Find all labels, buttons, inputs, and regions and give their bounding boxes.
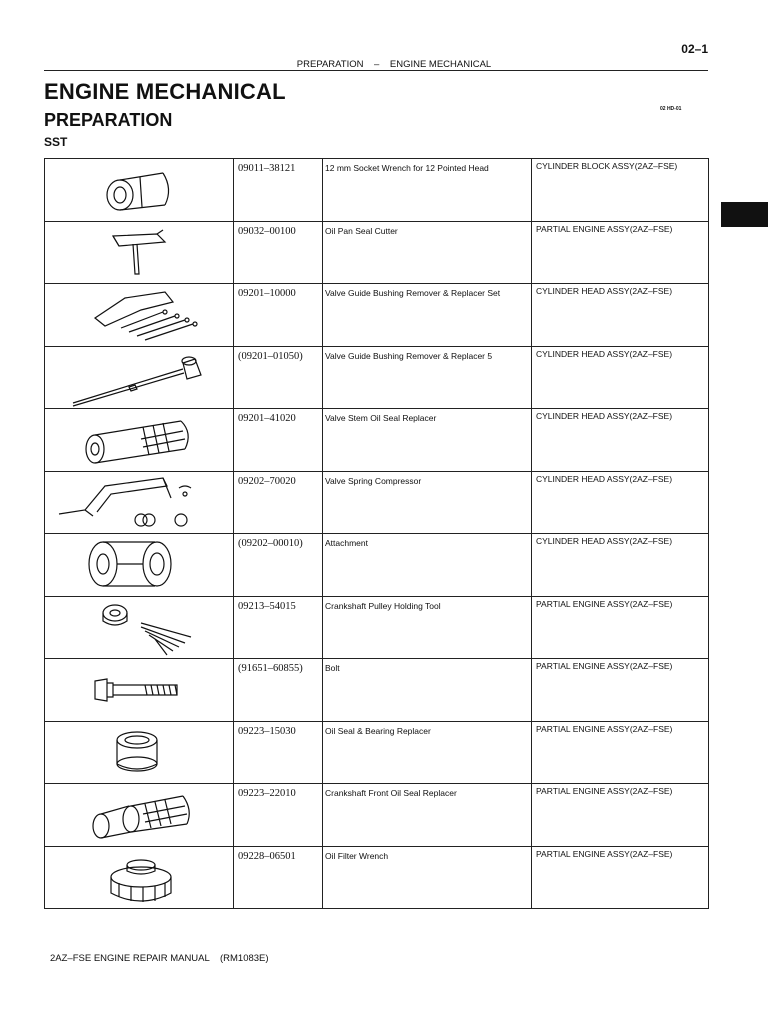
part-number: 09201–41020 xyxy=(238,413,296,424)
pulley-holding-tool-icon xyxy=(45,597,233,658)
tool-name: Valve Guide Bushing Remover & Replacer Set xyxy=(325,288,501,298)
part-number: 09202–70020 xyxy=(238,475,296,487)
tool-image-cell xyxy=(45,659,234,722)
used-for: CYLINDER HEAD ASSY(2AZ–FSE) xyxy=(536,286,673,296)
tool-image-cell xyxy=(45,346,234,409)
table-row xyxy=(45,721,709,784)
used-for: CYLINDER HEAD ASSY(2AZ–FSE) xyxy=(536,411,673,421)
tool-name: Crankshaft Pulley Holding Tool xyxy=(325,600,441,611)
tool-name-cell xyxy=(323,659,532,722)
used-for-cell xyxy=(532,159,709,222)
sst-table xyxy=(44,158,709,909)
tool-name: Oil Pan Seal Cutter xyxy=(325,225,398,236)
tool-image-cell xyxy=(45,409,234,472)
tool-name-cell xyxy=(323,534,532,597)
tool-name: Oil Seal & Bearing Replacer xyxy=(325,725,431,736)
part-number-cell xyxy=(234,284,323,347)
tool-name-cell xyxy=(323,471,532,534)
page-title: ENGINE MECHANICAL xyxy=(44,79,286,104)
document-id: 02 HD-01 xyxy=(660,106,682,112)
tool-name: Valve Guide Bushing Remover & Replacer 5 xyxy=(325,350,493,361)
tool-name: Valve Stem Oil Seal Replacer xyxy=(325,413,437,423)
table-row xyxy=(45,534,709,597)
table-row xyxy=(45,409,709,472)
used-for-cell xyxy=(532,534,709,597)
tool-name-cell xyxy=(323,221,532,284)
front-seal-replacer-icon xyxy=(45,784,233,845)
used-for: PARTIAL ENGINE ASSY(2AZ–FSE) xyxy=(536,786,673,796)
bushing-remover-icon xyxy=(45,347,233,408)
used-for: CYLINDER BLOCK ASSY(2AZ–FSE) xyxy=(536,161,678,171)
part-number: 09223–15030 xyxy=(238,725,296,737)
page-footer: 2AZ–FSE ENGINE REPAIR MANUAL (RM1083E) xyxy=(50,953,269,964)
part-number: 09213–54015 xyxy=(238,600,296,612)
part-number-cell xyxy=(234,346,323,409)
tool-image-cell xyxy=(45,221,234,284)
tool-name: Valve Spring Compressor xyxy=(325,475,422,486)
used-for: CYLINDER HEAD ASSY(2AZ–FSE) xyxy=(536,473,673,484)
tool-name: Attachment xyxy=(325,538,368,548)
table-row xyxy=(45,784,709,847)
section-heading: SST xyxy=(44,135,68,149)
tool-name: Crankshaft Front Oil Seal Replacer xyxy=(325,788,457,798)
part-number-cell xyxy=(234,721,323,784)
used-for: PARTIAL ENGINE ASSY(2AZ–FSE) xyxy=(536,223,673,234)
tool-name-cell xyxy=(323,409,532,472)
part-number: (09201–01050) xyxy=(238,350,303,362)
tool-image-cell xyxy=(45,596,234,659)
page-number: 02–1 xyxy=(681,42,708,56)
table-row xyxy=(45,284,709,347)
part-number: 09032–00100 xyxy=(238,225,296,237)
running-header: PREPARATION – ENGINE MECHANICAL xyxy=(296,59,492,70)
section-tab-marker xyxy=(721,202,768,227)
bearing-replacer-icon xyxy=(45,722,233,783)
part-number-cell xyxy=(234,534,323,597)
used-for-cell xyxy=(532,846,709,909)
tool-image-cell xyxy=(45,846,234,909)
part-number: (91651–60855) xyxy=(238,663,303,674)
table-row xyxy=(45,346,709,409)
tool-name: Bolt xyxy=(325,663,340,673)
used-for: PARTIAL ENGINE ASSY(2AZ–FSE) xyxy=(536,598,673,609)
tool-name-cell xyxy=(323,346,532,409)
page-subtitle: PREPARATION xyxy=(44,110,173,130)
tool-name-cell xyxy=(323,784,532,847)
used-for: PARTIAL ENGINE ASSY(2AZ–FSE) xyxy=(536,661,673,671)
table-row xyxy=(45,221,709,284)
tool-image-cell xyxy=(45,284,234,347)
tool-name-cell xyxy=(323,846,532,909)
part-number-cell xyxy=(234,659,323,722)
part-number-cell xyxy=(234,221,323,284)
tool-name: Oil Filter Wrench xyxy=(325,850,389,861)
tool-image-cell xyxy=(45,534,234,597)
table-row xyxy=(45,596,709,659)
part-number-cell xyxy=(234,471,323,534)
used-for-cell xyxy=(532,659,709,722)
tool-image-cell xyxy=(45,721,234,784)
tool-name-cell xyxy=(323,284,532,347)
tool-image-cell xyxy=(45,159,234,222)
part-number: 09011–38121 xyxy=(238,163,296,174)
part-number-cell xyxy=(234,159,323,222)
tool-name-cell xyxy=(323,596,532,659)
tool-image-cell xyxy=(45,471,234,534)
table-row xyxy=(45,659,709,722)
used-for: PARTIAL ENGINE ASSY(2AZ–FSE) xyxy=(536,848,673,859)
part-number: 09223–22010 xyxy=(238,788,296,799)
bolt-icon xyxy=(45,659,233,720)
part-number: 09228–06501 xyxy=(238,850,296,862)
part-number: (09202–00010) xyxy=(238,538,303,549)
used-for-cell xyxy=(532,409,709,472)
oil-filter-wrench-icon xyxy=(45,847,233,908)
used-for-cell xyxy=(532,721,709,784)
used-for: CYLINDER HEAD ASSY(2AZ–FSE) xyxy=(536,348,673,359)
bushing-set-icon xyxy=(45,284,233,345)
attachment-icon xyxy=(45,534,233,595)
header-rule xyxy=(44,70,708,71)
used-for: PARTIAL ENGINE ASSY(2AZ–FSE) xyxy=(536,723,673,734)
part-number-cell xyxy=(234,596,323,659)
used-for-cell xyxy=(532,284,709,347)
used-for-cell xyxy=(532,346,709,409)
tool-image-cell xyxy=(45,784,234,847)
table-row xyxy=(45,159,709,222)
tool-name-cell xyxy=(323,721,532,784)
part-number: 09201–10000 xyxy=(238,288,296,299)
used-for-cell xyxy=(532,784,709,847)
part-number-cell xyxy=(234,784,323,847)
table-row xyxy=(45,846,709,909)
used-for-cell xyxy=(532,596,709,659)
used-for-cell xyxy=(532,471,709,534)
spring-compressor-icon xyxy=(45,472,233,533)
tool-name: 12 mm Socket Wrench for 12 Pointed Head xyxy=(325,163,489,173)
table-row xyxy=(45,471,709,534)
stem-seal-replacer-icon xyxy=(45,409,233,470)
seal-cutter-icon xyxy=(45,222,233,283)
used-for: CYLINDER HEAD ASSY(2AZ–FSE) xyxy=(536,536,673,546)
part-number-cell xyxy=(234,846,323,909)
socket-wrench-icon xyxy=(45,159,233,220)
used-for-cell xyxy=(532,221,709,284)
part-number-cell xyxy=(234,409,323,472)
tool-name-cell xyxy=(323,159,532,222)
